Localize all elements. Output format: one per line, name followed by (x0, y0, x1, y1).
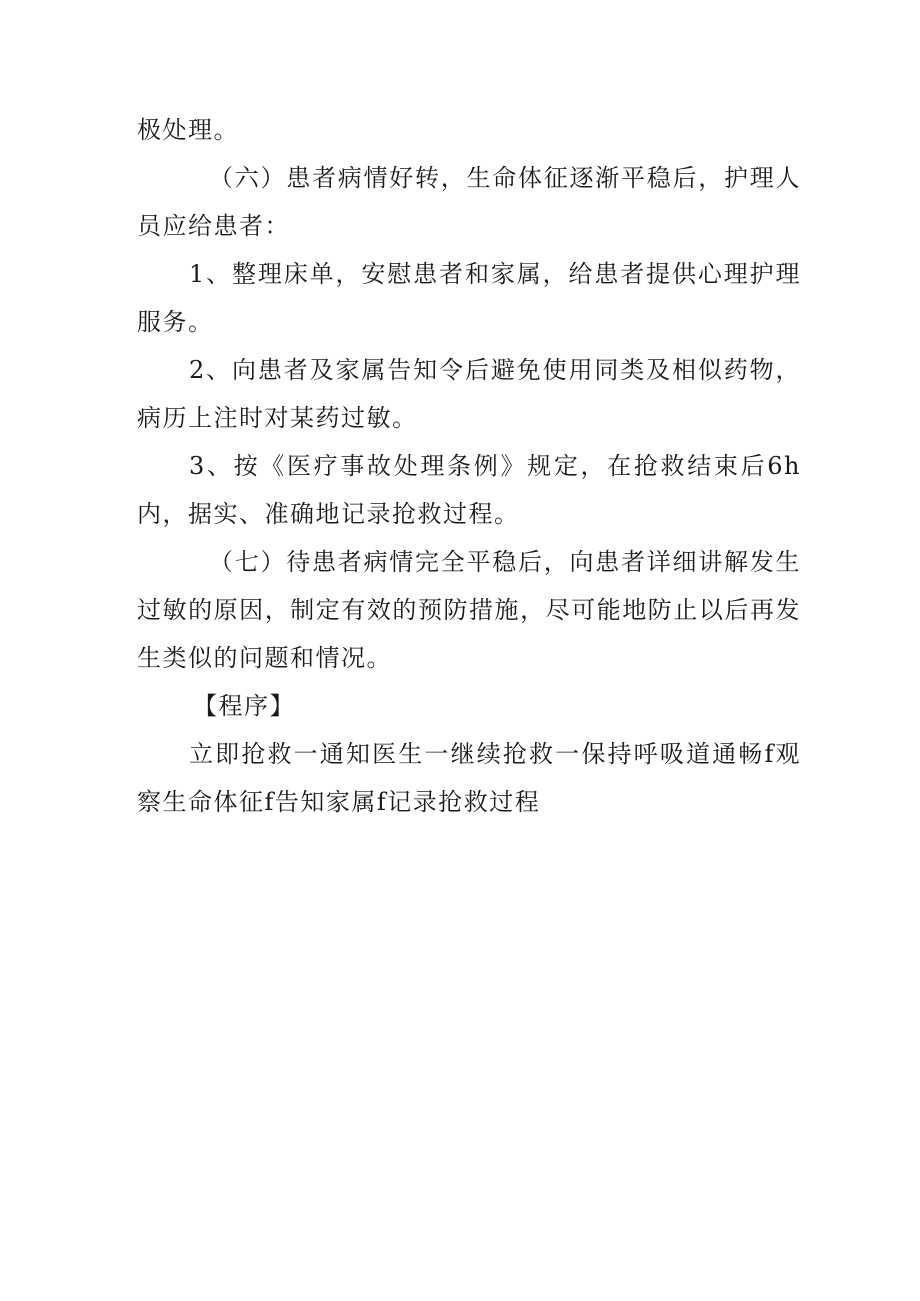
paragraph-continuation: 极处理。 (137, 116, 239, 144)
paragraph-section-seven: （七）待患者病情完全平稳后，向患者详细讲解发生过敏的原因，制定有效的预防措施，尽可能地防止以后再发生类似的问题和情况。 (137, 548, 801, 672)
procedure-steps: 立即抢救一通知医生一继续抢救一保持呼吸道通畅f观察生命体征f告知家属f记录抢救过程 (137, 740, 801, 816)
paragraph-item-2: 2、向患者及家属告知令后避免使用同类及相似药物，病历上注时对某药过敏。 (137, 356, 801, 432)
paragraph-item-3: 3、按《医疗事故处理条例》规定，在抢救结束后6h内，据实、准确地记录抢救过程。 (137, 452, 801, 528)
document-body (137, 106, 801, 826)
procedure-heading: 【程序】 (193, 692, 295, 720)
paragraph-item-1: 1、整理床单，安慰患者和家属，给患者提供心理护理服务。 (137, 260, 801, 336)
paragraph-section-six: （六）患者病情好转，生命体征逐渐平稳后，护理人员应给患者： (137, 164, 801, 240)
